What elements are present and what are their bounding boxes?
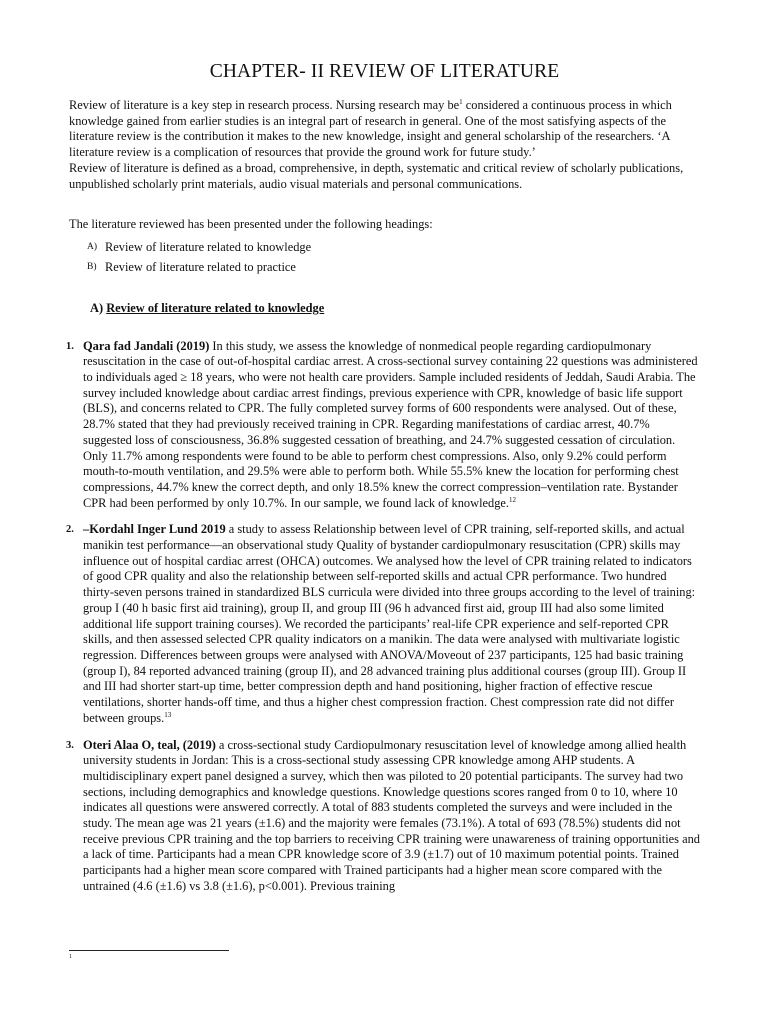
footnote-marker: 1 (69, 954, 72, 960)
entry-text: a cross-sectional study Cardiopulmonary resuscitation level of knowledge among allied health university students in Jordan: This is a cross-sectional study assessing CPR knowledge among AHP students. A multidisciplinary expert panel designed a survey, which then was piloted to 20 potential participants. The survey had two sections, including demographics and knowledge questions. Knowledge questions scores ranged from 0 to 10, where 10 indicates all questions were answered correctly. A total of 883 students completed the surveys and were included in the study. The mean age was 21 years (±1.6) and the majority were females (73.1%). A total of 693 (78.5%) students did not receive previous CPR training and the top barriers to receiving CPR training were unawareness of training opportunities and a lack of time. Participants had a mean CPR knowledge score of 3.9 (±1.7) out of 10 maximum potential points. Trained participants had a higher mean score compared with Trained participants had a higher mean score compared with the untrained (4.6 (±1.6) vs 3.8 (±1.6), p<0.001). Previous training (83, 737, 700, 893)
entry-author: Qara fad Jandali (2019) (83, 338, 210, 353)
entry-text: In this study, we assess the knowledge of nonmedical people regarding cardiopulmonary resuscitation in the case of out-of-hospital cardiac arrest. A cross-sectional survey containing 22 questions was administered to individuals aged ≥ 18 years, who were not health care providers. Sample included residents of Jeddah, Saudi Arabia. The survey included knowledge about cardiac arrest findings, previous experience with CPR, knowledge of basic life support (BLS), and concerns related to CPR. The fully completed survey forms of 600 respondents were analysed. Out of these, 28.7% stated that they had previously received training in CPR. Regarding manifestations of cardiac arrest, 40.7% suggested loss of consciousness, 36.8% suggested cessation of breathing, and 24.7% suggested cessation of circulation. Only 11.7% among respondents were found to be able to perform chest compressions. Also, only 9.2% could perform mouth-to-mouth ventilation, and 29.5% were able to perform both. While 55.5% knew the location for performing chest compressions, 44.7% knew the correct depth, and only 18.5% knew the correct compression–ventilation rate. Bystander CPR had been performed by only 10.7%. In our sample, we found lack of knowledge. (83, 338, 698, 510)
entry-number: 3. (66, 739, 74, 751)
heading-text: Review of literature related to practice (105, 259, 296, 274)
heading-item (87, 257, 700, 277)
section-title: Review of literature related to knowledge (106, 300, 325, 315)
heading-marker: A) (87, 241, 98, 252)
literature-entries (66, 338, 700, 895)
literature-entry (66, 338, 700, 512)
entry-number: 1. (66, 340, 74, 352)
heading-marker: B) (87, 261, 97, 272)
headings-list (69, 237, 700, 277)
footnote-separator (69, 950, 229, 951)
intro-text-a: Review of literature is a key step in research process. Nursing research may be (69, 98, 460, 112)
entry-body (83, 522, 700, 726)
footnote-reference: 1 (459, 97, 463, 106)
section-label: A) (90, 300, 107, 315)
page-title: CHAPTER- II REVIEW OF LITERATURE (209, 61, 560, 82)
intro-text-b: considered a continuous process in which knowledge gained from earlier studies is an integral part of research in general. One of the most satisfying aspects of the literature review is the contribution it makes to the new knowledge, insight and general scholarship of the researchers. ‘A literature review is a complication of resources that provide the ground work for future study.’ (69, 98, 672, 160)
section-heading (90, 301, 700, 317)
headings-intro: The literature reviewed has been presented under the following headings: (69, 217, 433, 232)
heading-item (87, 237, 700, 257)
literature-entry (66, 522, 700, 726)
intro-paragraph-2: Review of literature is defined as a broad, comprehensive, in depth, systematic and critical review of scholarly publications, unpublished scholarly print materials, audio visual materials and personal communications. (69, 160, 684, 191)
literature-entry (66, 737, 700, 895)
entry-citation: 12 (509, 495, 517, 504)
entry-author: –Kordahl Inger Lund 2019 (83, 522, 226, 537)
entry-number: 2. (66, 524, 74, 536)
entry-body (83, 738, 700, 895)
entry-body (83, 339, 700, 512)
entry-citation: 13 (164, 710, 172, 719)
entry-text: a study to assess Relationship between level of CPR training, self-reported skills, and actual manikin test performance—an observational study Quality of bystander cardiopulmonary resuscitation (CPR) skills may influence out of hospital cardiac arrest (OHCA) outcomes. We analysed how the level of CPR training related to indicators of good CPR quality and also the relationship between self-reported skills and actual CPR performance. Two hundred thirty-seven persons trained in standardized BLS curricula were divided into three groups according to the level of training: group I (40 h basic first aid training), group II, and group III (96 h advanced first aid, group III had also some limited additional life support training courses). We recorded the participants’ real-life CPR experience and self-reported CPR skills, and then assessed selected CPR quality indicators on a manikin. The data were analysed with multivariate logistic regression. Differences between groups were analysed with ANOVA/Moveout of 237 participants, 125 had basic training (group I), 84 reported advanced training (group II), and 28 advanced training plus additional courses (group III). Group II and III had shorter start-up time, better compression depth and hand positioning, higher fraction of effective rescue ventilations, shorter hands-off time, and thus a higher chest compression fraction. Chest compression rate did not differ between groups. (83, 522, 696, 725)
intro-paragraph-1 (69, 98, 700, 161)
heading-text: Review of literature related to knowledge (105, 239, 312, 254)
entry-author: Oteri Alaa O, teal, (2019) (83, 737, 216, 752)
